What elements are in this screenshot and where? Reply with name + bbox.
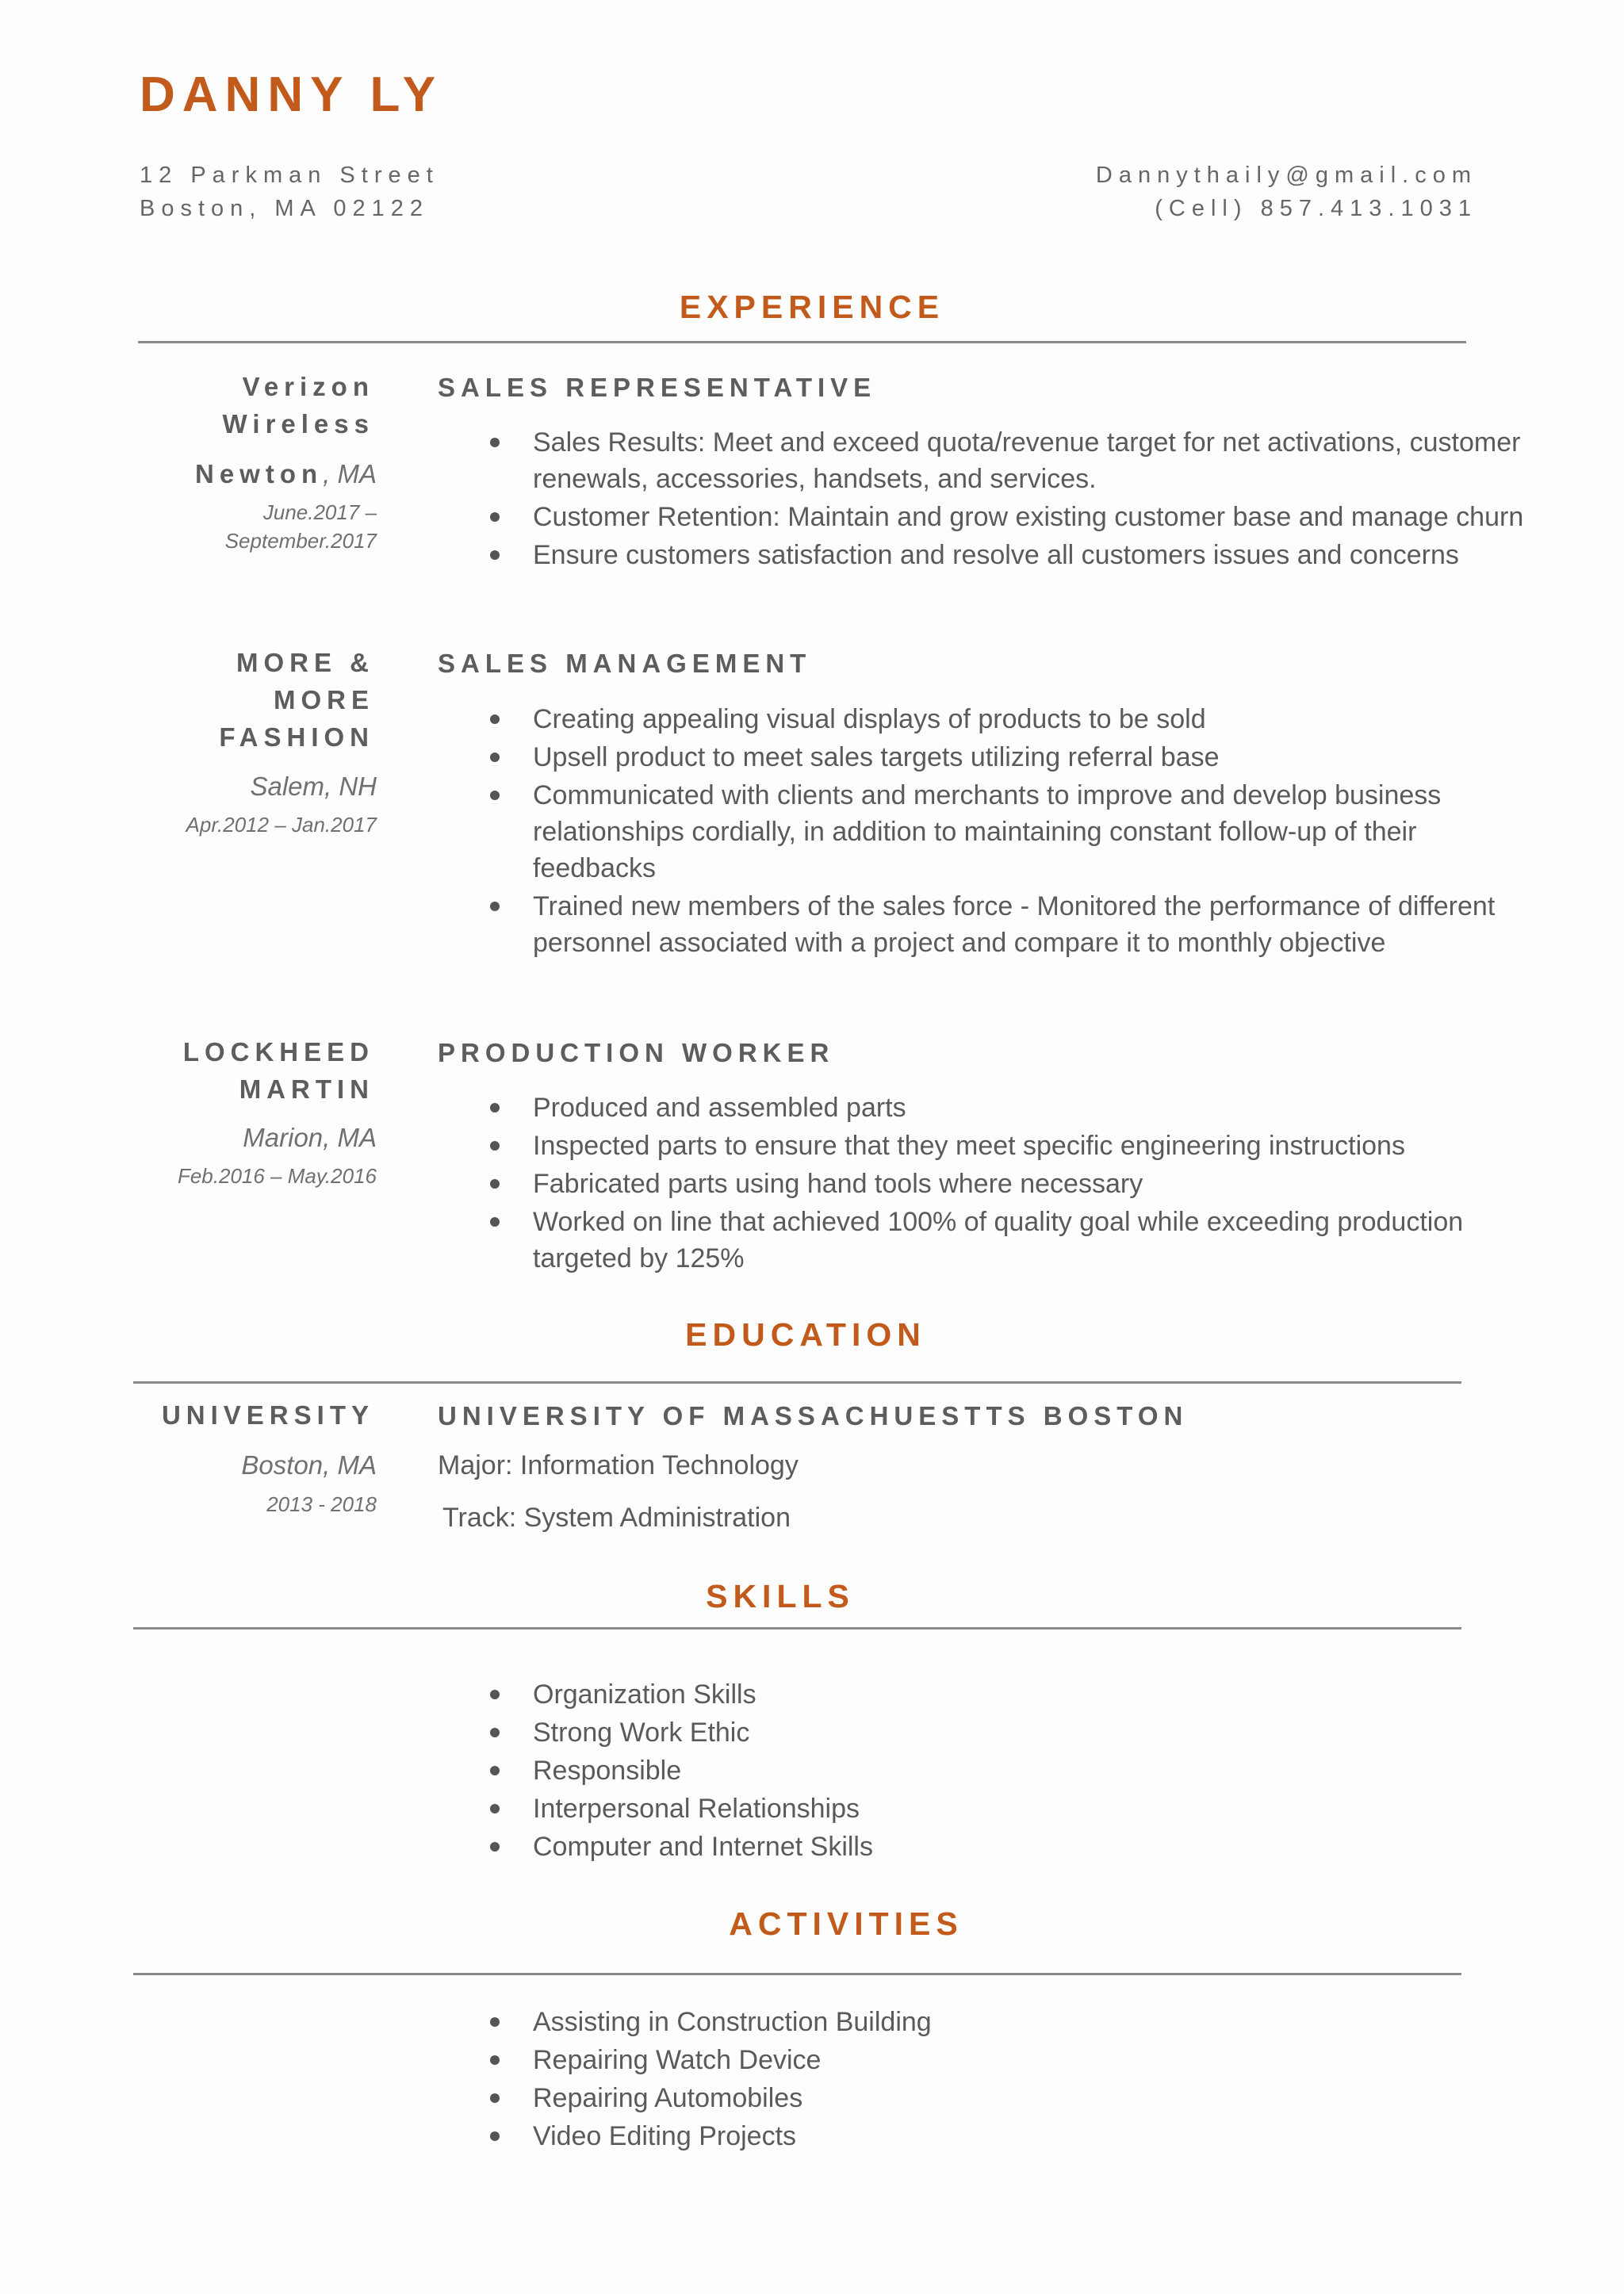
- list-item: Sales Results: Meet and exceed quota/revenue target for net activations, customer renewals, accessories, handsets, and services.: [533, 424, 1540, 497]
- list-item: Trained new members of the sales force - Monitored the performance of different personnel associated with a project and compare it to monthly objective: [533, 888, 1540, 961]
- job-city: Newton: [194, 459, 324, 488]
- phone: (Cell) 857.413.1031: [1155, 196, 1477, 221]
- list-item: Repairing Watch Device: [533, 2042, 1540, 2078]
- section-divider: [133, 1381, 1461, 1384]
- education-dates: 2013 - 2018: [266, 1492, 377, 1516]
- list-item: Ensure customers satisfaction and resolve all customers issues and concerns: [533, 537, 1540, 573]
- list-item: Interpersonal Relationships: [533, 1790, 1540, 1827]
- skills-list: [476, 1676, 1540, 1867]
- list-item: Worked on line that achieved 100% of quality goal while exceeding production targeted by 125%: [533, 1204, 1540, 1277]
- job-bullets: [476, 1090, 1540, 1278]
- list-item: Customer Retention: Maintain and grow existing customer base and manage churn: [533, 499, 1540, 535]
- list-item: Repairing Automobiles: [533, 2080, 1540, 2116]
- address-street: 12 Parkman Street: [140, 163, 439, 188]
- job-dates: [225, 498, 377, 555]
- company-name: [223, 368, 374, 442]
- list-item: Strong Work Ethic: [533, 1714, 1540, 1751]
- company-name-line: MORE &: [236, 648, 374, 677]
- list-item: Organization Skills: [533, 1676, 1540, 1713]
- education-track: Track: System Administration: [442, 1503, 791, 1533]
- section-divider: [133, 1627, 1461, 1630]
- company-name: [183, 1033, 374, 1108]
- company-name: [219, 644, 374, 756]
- contact-block: [1096, 159, 1477, 225]
- company-name-line: MORE: [274, 685, 374, 714]
- list-item: Upsell product to meet sales targets utilizing referral base: [533, 739, 1540, 776]
- address-city: Boston, MA 02122: [140, 196, 429, 221]
- email: Dannythaily@gmail.com: [1095, 163, 1477, 188]
- list-item: Produced and assembled parts: [533, 1090, 1540, 1126]
- job-location: Marion, MA: [243, 1123, 377, 1152]
- section-title-activities: ACTIVITIES: [729, 1905, 963, 1942]
- section-title-education: EDUCATION: [685, 1316, 926, 1353]
- education-major: Major: Information Technology: [438, 1450, 799, 1480]
- job-dates: Apr.2012 – Jan.2017: [186, 813, 377, 837]
- job-title: SALES REPRESENTATIVE: [438, 373, 877, 402]
- list-item: Creating appealing visual displays of products to be sold: [533, 701, 1540, 737]
- list-item: Inspected parts to ensure that they meet specific engineering instructions: [533, 1128, 1540, 1164]
- activities-list: [476, 2004, 1540, 2156]
- job-state: , MA: [323, 459, 377, 488]
- company-name-line: FASHION: [219, 722, 374, 752]
- company-name-line: MARTIN: [239, 1074, 374, 1104]
- section-divider: [133, 1973, 1461, 1975]
- list-item: Responsible: [533, 1752, 1540, 1789]
- company-name-line: Wireless: [222, 409, 374, 439]
- list-item: Fabricated parts using hand tools where necessary: [533, 1166, 1540, 1202]
- list-item: Communicated with clients and merchants to improve and develop business relationships cordially, in addition to maintaining constant follow-up of their feedbacks: [533, 777, 1540, 887]
- job-bullets: [476, 701, 1540, 963]
- education-location: Boston, MA: [241, 1450, 377, 1480]
- job-dates: Feb.2016 – May.2016: [177, 1164, 377, 1188]
- candidate-name: DANNY LY: [140, 67, 443, 122]
- section-title-skills: SKILLS: [706, 1578, 855, 1614]
- school-name: UNIVERSITY OF MASSACHUESTTS BOSTON: [438, 1401, 1189, 1430]
- job-location: [195, 459, 377, 489]
- job-location: Salem, NH: [250, 772, 377, 801]
- job-title: PRODUCTION WORKER: [438, 1038, 835, 1067]
- section-title-experience: EXPERIENCE: [679, 289, 945, 325]
- section-divider: [138, 341, 1466, 343]
- job-bullets: [476, 424, 1540, 575]
- address-block: [140, 159, 439, 225]
- job-title: SALES MANAGEMENT: [438, 649, 812, 678]
- list-item: Assisting in Construction Building: [533, 2004, 1540, 2040]
- company-name-line: Verizon: [242, 372, 374, 401]
- education-label: UNIVERSITY: [161, 1400, 374, 1430]
- company-name-line: LOCKHEED: [182, 1037, 374, 1067]
- list-item: Video Editing Projects: [533, 2118, 1540, 2154]
- list-item: Computer and Internet Skills: [533, 1829, 1540, 1865]
- job-dates-line: June.2017 –: [262, 500, 377, 524]
- job-dates-line: September.2017: [224, 529, 377, 553]
